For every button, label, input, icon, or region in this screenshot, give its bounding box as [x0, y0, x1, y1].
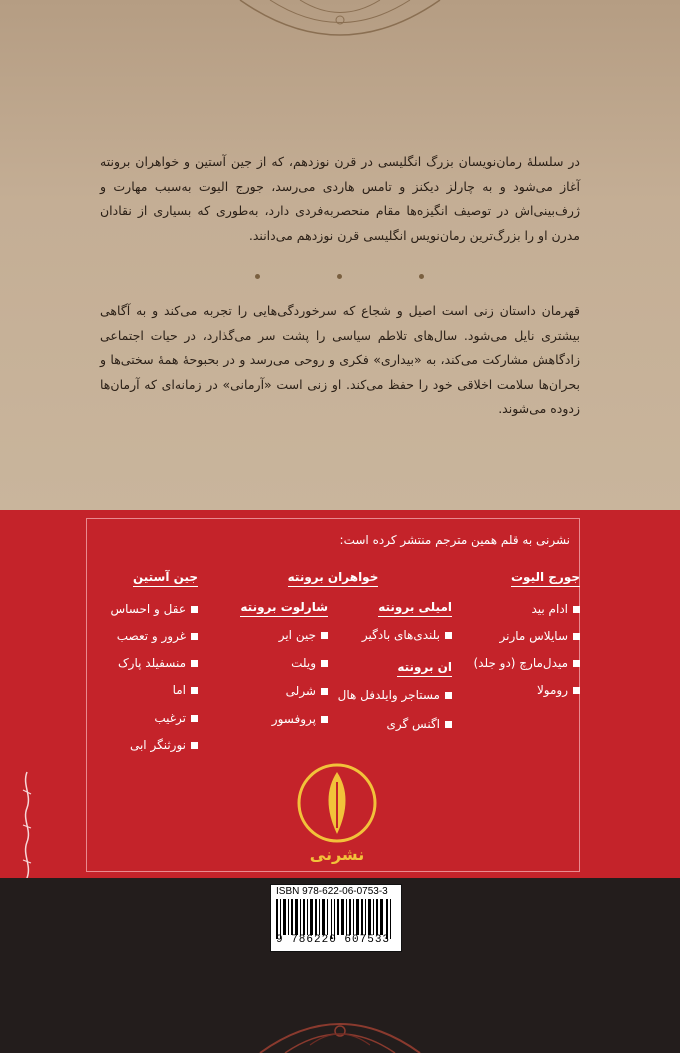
- list-item: میدل‌مارچ (دو جلد): [473, 656, 580, 670]
- list-item: نورثنگر ابی: [130, 738, 198, 752]
- heading-anne-bronte: ان برونته: [397, 660, 452, 677]
- bullet-square-icon: [321, 632, 328, 639]
- catalog-intro: نشرنی به قلم همین مترجم منتشر کرده است:: [339, 533, 570, 547]
- column-anne-bronte: [322, 660, 452, 731]
- column-george-eliot: [470, 570, 580, 697]
- bullet-square-icon: [445, 632, 452, 639]
- heading-bronte-sisters-wrap: [268, 570, 398, 587]
- description-paragraph-1: در سلسلهٔ رمان‌نویسان بزرگ انگلیسی در قرن نوزدهم، که از جین آستین و خواهران برونته آغاز می‌شود و به چارلز دیکنز و تامس هاردی می‌رسد، جورج الیوت به‌سبب مهارت و ژرف‌بینی‌اش در توصیف انگیزه‌ها مقام منحصربه‌فردی دارد، به‌طوری که بسیاری از نقادان مدرن او را بزرگ‌ترین رمان‌نویس انگلیسی قرن نوزدهم می‌دانند.: [100, 154, 580, 243]
- list-item: شرلی: [286, 684, 328, 698]
- list-item: ویلت: [291, 656, 328, 670]
- heading-emily-bronte: امیلی برونته: [378, 600, 452, 617]
- bullet-square-icon: [573, 633, 580, 640]
- list-item: بلندی‌های بادگیر: [362, 628, 452, 642]
- publisher-name: نشرنی: [309, 845, 365, 864]
- bottom-ornament: [250, 1005, 430, 1053]
- heading-bronte-sisters: خواهران برونته: [288, 570, 379, 587]
- heading-jane-austen: جین آستین: [133, 570, 198, 587]
- divider-dot: [419, 274, 424, 279]
- bullet-square-icon: [573, 660, 580, 667]
- barcode-bars-icon: [276, 899, 394, 939]
- bullet-square-icon: [321, 716, 328, 723]
- bullet-square-icon: [191, 715, 198, 722]
- list-item: مستاجر وایلدفل هال: [338, 688, 452, 702]
- list-item: اما: [173, 683, 198, 697]
- list-item: رومولا: [537, 683, 580, 697]
- bullet-square-icon: [191, 742, 198, 749]
- column-jane-austen: [108, 570, 198, 752]
- description-paragraph-2: قهرمان داستان زنی است اصیل و شجاع که سرخوردگی‌هایی را تجربه می‌کند و به آگاهی بیشتری نایل می‌شود. سال‌های تلاطم سیاسی را پشت سر می‌گذارد، در حیات اجتماعی زادگاهش مشارکت می‌کند، به «بیداری» فکری و روحی می‌رسد و در بحبوحهٔ همهٔ سختی‌ها و بحران‌ها سلامت اخلاقی خود را حفظ می‌کند. او زنی است «آرمانی» در زمانه‌ای که آرمان‌ها زدوده می‌شوند.: [100, 303, 580, 416]
- list-item: سایلاس مارنر: [499, 629, 580, 643]
- section-divider: [0, 272, 680, 282]
- list-item: ترغیب: [154, 711, 198, 725]
- bullet-square-icon: [191, 606, 198, 613]
- publisher-logo: [292, 760, 382, 870]
- column-charlotte-bronte: [228, 600, 328, 726]
- back-cover-upper: [0, 0, 680, 510]
- barcode-digits: 9 786220 607533: [276, 934, 391, 946]
- list-item: ادام بید: [531, 602, 580, 616]
- bullet-square-icon: [321, 688, 328, 695]
- divider-dot: [255, 274, 260, 279]
- heading-george-eliot: جورج الیوت: [511, 570, 580, 587]
- bullet-square-icon: [445, 692, 452, 699]
- column-emily-bronte: [332, 600, 452, 642]
- bullet-square-icon: [321, 660, 328, 667]
- signature-logo-icon: [20, 770, 34, 890]
- heading-charlotte-bronte: شارلوت برونته: [240, 600, 328, 617]
- bullet-square-icon: [573, 606, 580, 613]
- isbn-label: ISBN 978-622-06-0753-3: [276, 886, 388, 897]
- bullet-square-icon: [445, 721, 452, 728]
- list-item: منسفیلد پارک: [118, 656, 198, 670]
- list-item: عقل و احساس: [110, 602, 198, 616]
- list-item: غرور و تعصب: [117, 629, 198, 643]
- bullet-square-icon: [191, 633, 198, 640]
- list-item: جین ایر: [279, 628, 328, 642]
- list-item: اگنس گری: [386, 717, 452, 731]
- divider-dot: [337, 274, 342, 279]
- list-item: پروفسور: [272, 712, 328, 726]
- top-ornament: [230, 0, 450, 60]
- leaf-logo-icon: [292, 760, 382, 845]
- bullet-square-icon: [191, 660, 198, 667]
- bullet-square-icon: [573, 687, 580, 694]
- bullet-square-icon: [191, 687, 198, 694]
